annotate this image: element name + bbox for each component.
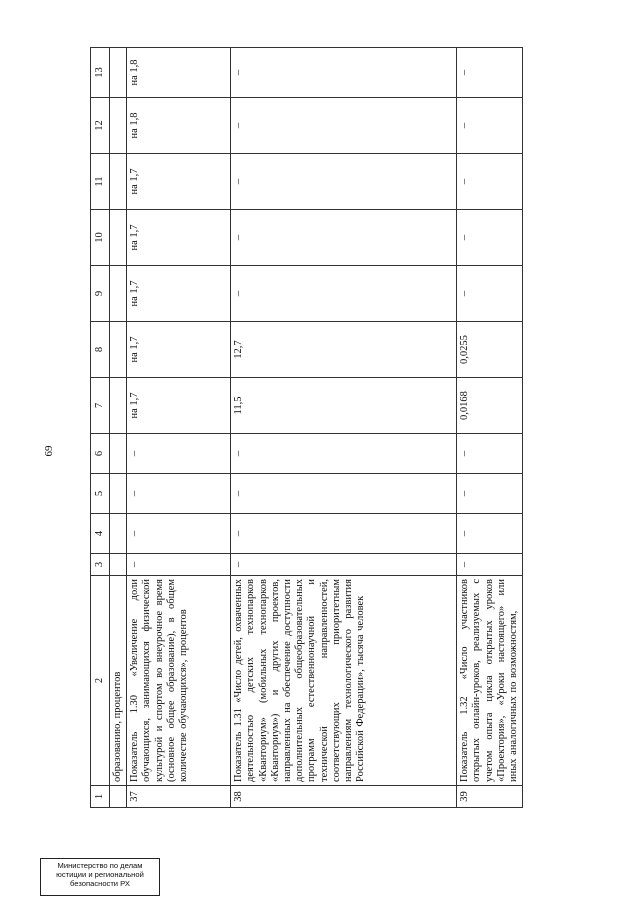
indicator-table bbox=[90, 47, 523, 808]
table-cell: – bbox=[231, 434, 457, 474]
header-cell: 1 bbox=[91, 786, 110, 808]
table-cell: – bbox=[457, 98, 523, 154]
header-cell: 6 bbox=[91, 434, 110, 474]
table-cell bbox=[110, 434, 127, 474]
table-cell: на 1,8 bbox=[127, 98, 231, 154]
header-cell: 7 bbox=[91, 378, 110, 434]
row-number: 37 bbox=[127, 786, 231, 808]
table-row bbox=[127, 48, 231, 808]
registration-stamp bbox=[40, 858, 160, 896]
table-cell bbox=[110, 786, 127, 808]
indicator-description: Показатель 1.30 «Увеличение доли обучающихся, занимающихся физической культурой и спортом во внеурочное время (основное общее образование), в общем количестве обучающихся», процентов bbox=[127, 576, 231, 786]
table-cell: – bbox=[231, 554, 457, 576]
table-cell: на 1,7 bbox=[127, 266, 231, 322]
table-cell: – bbox=[457, 48, 523, 98]
table-cell: на 1,7 bbox=[127, 378, 231, 434]
table-row bbox=[457, 48, 523, 808]
table-cell: – bbox=[127, 434, 231, 474]
table-cell: – bbox=[127, 554, 231, 576]
header-cell: 12 bbox=[91, 98, 110, 154]
header-cell: 11 bbox=[91, 154, 110, 210]
table-cell bbox=[110, 154, 127, 210]
stamp-line: Министерство по делам bbox=[57, 861, 143, 870]
table-cell: – bbox=[231, 48, 457, 98]
table-cell: – bbox=[457, 514, 523, 554]
table-cell bbox=[110, 322, 127, 378]
table-cell: на 1,7 bbox=[127, 210, 231, 266]
table-cell: – bbox=[457, 266, 523, 322]
row-number: 38 bbox=[231, 786, 457, 808]
table-cell bbox=[110, 210, 127, 266]
carryover-row bbox=[110, 48, 127, 808]
indicator-description: Показатель 1.31 «Число детей, охваченных деятельностью детских технопарков «Кванториум» (мобильных технопарков «Кванториум») и других проектов, направленных на обеспечение доступности дополнительных общеобразовательных программ естественнонаучной и технической направленностей, соответствующих приоритетным направлениям технологического развития Российской Федерации», тысяча человек bbox=[231, 576, 457, 786]
table-cell: – bbox=[457, 210, 523, 266]
table-cell bbox=[110, 514, 127, 554]
header-cell: 2 bbox=[91, 576, 110, 786]
stamp-line: юстиции и региональной bbox=[56, 870, 144, 879]
table-cell: – bbox=[231, 514, 457, 554]
table-cell bbox=[110, 98, 127, 154]
table-cell: 0,0255 bbox=[457, 322, 523, 378]
table-cell bbox=[110, 378, 127, 434]
table-cell bbox=[110, 474, 127, 514]
table-cell: на 1,7 bbox=[127, 154, 231, 210]
table-cell bbox=[110, 554, 127, 576]
table-cell: – bbox=[231, 98, 457, 154]
table-cell: – bbox=[231, 266, 457, 322]
indicator-description: Показатель 1.32 «Число участников открытых онлайн-уроков, реализуемых с учетом опыта цикла открытых уроков «Проектория», «Уроки настоящего» или иных аналогичных по возможностям, bbox=[457, 576, 523, 786]
row-number: 39 bbox=[457, 786, 523, 808]
header-cell: 5 bbox=[91, 474, 110, 514]
table-cell: – bbox=[457, 154, 523, 210]
table-cell: – bbox=[457, 434, 523, 474]
header-cell: 10 bbox=[91, 210, 110, 266]
header-cell: 8 bbox=[91, 322, 110, 378]
header-cell: 4 bbox=[91, 514, 110, 554]
table-cell: – bbox=[231, 210, 457, 266]
table-cell: – bbox=[457, 474, 523, 514]
table-cell bbox=[110, 48, 127, 98]
header-cell: 9 bbox=[91, 266, 110, 322]
table-cell: на 1,8 bbox=[127, 48, 231, 98]
table-cell: 0,0168 bbox=[457, 378, 523, 434]
table-cell: 11,5 bbox=[231, 378, 457, 434]
page-number: 69 bbox=[43, 445, 55, 457]
table-cell: – bbox=[231, 474, 457, 514]
carryover-text: образованию, процентов bbox=[110, 576, 127, 786]
header-cell: 13 bbox=[91, 48, 110, 98]
table-cell: 12,7 bbox=[231, 322, 457, 378]
table-row bbox=[231, 48, 457, 808]
header-cell: 3 bbox=[91, 554, 110, 576]
header-row bbox=[91, 48, 110, 808]
table-cell: – bbox=[127, 474, 231, 514]
table-cell: – bbox=[231, 154, 457, 210]
table-cell bbox=[110, 266, 127, 322]
table-cell: – bbox=[457, 554, 523, 576]
stamp-line: безопасности РХ bbox=[70, 879, 130, 888]
table-cell: – bbox=[127, 514, 231, 554]
table-cell: на 1,7 bbox=[127, 322, 231, 378]
indicator-table-container bbox=[90, 48, 520, 808]
